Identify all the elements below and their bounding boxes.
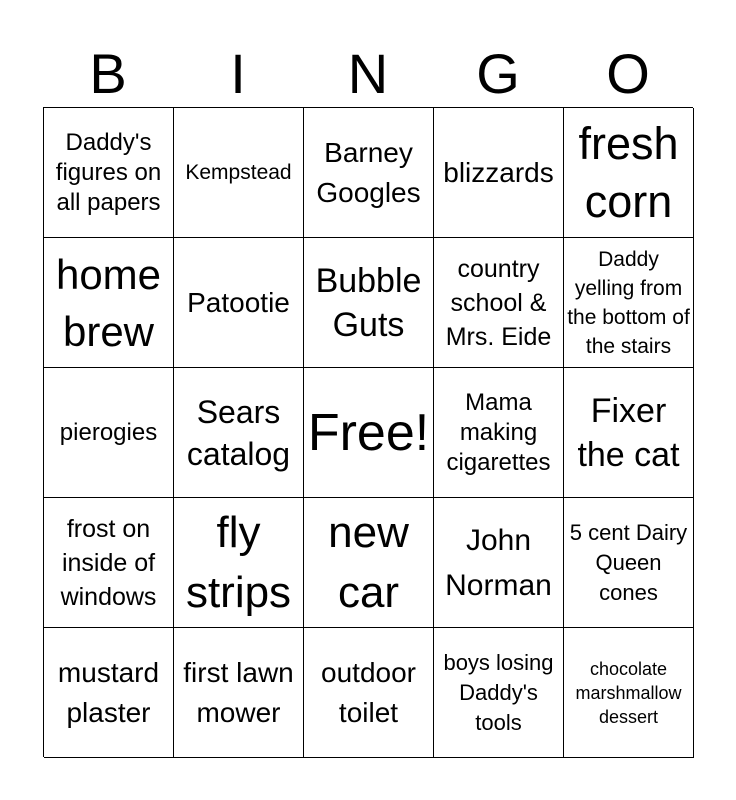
bingo-cell-r4c5[interactable] [564,498,694,628]
cell-label: country school & Mrs. Eide [445,254,552,351]
bingo-cell-r2c2[interactable] [174,238,304,368]
cell-label: fly strips [185,507,292,617]
cell-label: mustard plaster [57,656,160,728]
header-letter-n: N [347,42,389,105]
header-letter-i: I [230,42,246,105]
header-letter-o: O [606,42,650,105]
bingo-cell-r4c3[interactable] [304,498,434,628]
cell-label: Free! [307,403,430,462]
cell-label: John Norman [445,523,552,602]
cell-label: Fixer the cat [577,391,680,474]
cell-label: Bubble Guts [315,261,422,344]
bingo-cell-r2c1[interactable] [44,238,174,368]
cell-label: fresh corn [578,117,679,227]
cell-label: Sears catalog [186,393,291,472]
bingo-cell-r1c3[interactable] [304,108,434,238]
header-letter-g: G [476,42,520,105]
cell-label: outdoor toilet [321,656,416,728]
bingo-header [43,40,693,108]
cell-label: home brew [55,250,162,355]
cell-label: Patootie [187,286,290,318]
bingo-cell-r3c4[interactable] [434,368,564,498]
header-letter-b: B [89,42,127,105]
cell-label: chocolate marshmallow dessert [575,658,682,727]
cell-label: first lawn mower [183,656,294,728]
bingo-cell-r2c4[interactable] [434,238,564,368]
bingo-board [43,107,693,757]
bingo-cell-r4c2[interactable] [174,498,304,628]
bingo-cell-r1c1[interactable] [44,108,174,238]
cell-label: pierogies [59,418,158,446]
bingo-cell-r2c5[interactable] [564,238,694,368]
cell-label: Barney Googles [316,136,421,208]
bingo-cell-r4c4[interactable] [434,498,564,628]
cell-label: Daddy's figures on all papers [55,128,162,216]
cell-label: boys losing Daddy's tools [443,649,554,735]
cell-label: blizzards [443,156,554,188]
bingo-cell-r5c3[interactable] [304,628,434,758]
cell-label: new car [328,507,409,617]
bingo-cell-r2c3[interactable] [304,238,434,368]
bingo-cell-r3c1[interactable] [44,368,174,498]
bingo-cell-r1c5[interactable] [564,108,694,238]
bingo-cell-r1c2[interactable] [174,108,304,238]
bingo-cell-r5c4[interactable] [434,628,564,758]
cell-label: Daddy yelling from the bottom of the stairs [567,247,690,358]
bingo-cell-r3c2[interactable] [174,368,304,498]
bingo-cell-r1c4[interactable] [434,108,564,238]
bingo-cell-r3c5[interactable] [564,368,694,498]
cell-label: Mama making cigarettes [446,388,551,476]
bingo-cell-r4c1[interactable] [44,498,174,628]
cell-label: Kempstead [185,161,292,184]
cell-label: 5 cent Dairy Queen cones [569,519,688,605]
bingo-cell-r5c5[interactable] [564,628,694,758]
bingo-cell-r5c2[interactable] [174,628,304,758]
cell-label: frost on inside of windows [60,514,157,611]
bingo-cell-r3c3[interactable] [304,368,434,498]
bingo-cell-r5c1[interactable] [44,628,174,758]
